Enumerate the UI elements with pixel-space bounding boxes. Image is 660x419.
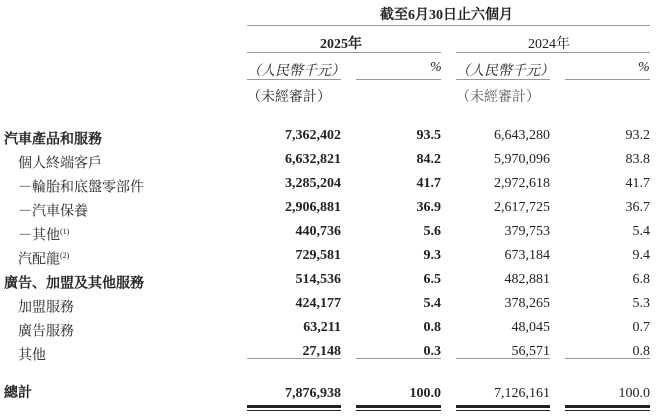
- row-label-text: －其他: [18, 228, 60, 244]
- pct-2025: %: [430, 60, 442, 75]
- pct-2024: 36.7: [625, 200, 650, 215]
- unaudited-2025: （未經審計）: [247, 90, 331, 105]
- value-2024: 6,643,280: [494, 128, 550, 143]
- table-row: [0, 292, 660, 316]
- row-label: [18, 340, 46, 369]
- row-label-text: 汽配龍: [18, 252, 60, 268]
- pct-2025: 5.4: [423, 296, 441, 311]
- row-label-text: 廣告服務: [18, 324, 74, 340]
- divider: [456, 52, 650, 53]
- double-underline: [456, 405, 550, 411]
- total-2025: 7,876,938: [285, 386, 341, 401]
- table-row: [0, 340, 660, 364]
- double-underline: [247, 405, 341, 411]
- table-row: [0, 244, 660, 268]
- period-header: 截至6月30日止六個月: [380, 8, 513, 23]
- pct-2024: 41.7: [625, 176, 650, 191]
- pct-2024: 9.4: [632, 248, 650, 263]
- row-label-text: 其他: [18, 348, 46, 364]
- row-label-text: －輪胎和底盤零部件: [18, 180, 144, 196]
- divider: [247, 358, 341, 359]
- divider: [565, 358, 650, 359]
- value-2025: 7,362,402: [285, 128, 341, 143]
- pct-2025: 0.3: [423, 344, 441, 359]
- value-2025: 729,581: [295, 248, 341, 263]
- unaudited-2024: （未經審計）: [456, 90, 540, 105]
- value-2025: 424,177: [295, 296, 341, 311]
- divider: [456, 79, 550, 80]
- pct-2024: 0.7: [632, 320, 650, 335]
- pct-2024: 5.4: [632, 224, 650, 239]
- value-2024: 482,881: [504, 272, 550, 287]
- divider: [356, 358, 441, 359]
- row-label-text: －汽車保養: [18, 204, 88, 220]
- pct-2025: 6.5: [423, 272, 441, 287]
- table-row: [0, 196, 660, 220]
- row-label-text: 個人終端客戶: [18, 156, 102, 172]
- total-pct-2024: 100.0: [618, 386, 650, 401]
- value-2024: 2,972,618: [494, 176, 550, 191]
- value-2024: 56,571: [511, 344, 550, 359]
- table-row: [0, 148, 660, 172]
- row-label-text: 廣告、加盟及其他服務: [4, 276, 144, 292]
- revenue-table: [0, 124, 660, 364]
- pct-2025: 0.8: [423, 320, 441, 335]
- pct-2025: 36.9: [416, 200, 441, 215]
- double-underline: [356, 405, 441, 411]
- pct-2025: 41.7: [416, 176, 441, 191]
- pct-2024: 6.8: [632, 272, 650, 287]
- value-2024: 5,970,096: [494, 152, 550, 167]
- value-2025: 27,148: [302, 344, 341, 359]
- pct-2024: 93.2: [625, 128, 650, 143]
- year-2024-header: 2024年: [528, 37, 570, 52]
- table-row: [0, 316, 660, 340]
- divider: [247, 79, 341, 80]
- table-row: [0, 220, 660, 244]
- pct-2024: 0.8: [632, 344, 650, 359]
- value-2025: 2,906,881: [285, 200, 341, 215]
- footnote-ref: (2): [60, 251, 70, 260]
- value-2025: 514,536: [295, 272, 341, 287]
- pct-2025: 9.3: [423, 248, 441, 263]
- total-pct-2025: 100.0: [409, 386, 441, 401]
- pct-2025: 84.2: [416, 152, 441, 167]
- total-label: 總計: [4, 386, 32, 401]
- value-2025: 63,211: [303, 320, 341, 335]
- divider: [247, 52, 441, 53]
- value-2025: 6,632,821: [285, 152, 341, 167]
- pct-2025: 5.6: [423, 224, 441, 239]
- pct-2024: %: [638, 60, 650, 75]
- value-2024: 2,617,725: [494, 200, 550, 215]
- total-row: [0, 382, 660, 406]
- divider: [565, 79, 650, 80]
- divider: [456, 358, 550, 359]
- total-2024: 7,126,161: [494, 386, 550, 401]
- double-underline: [565, 405, 650, 411]
- footnote-ref: (1): [60, 227, 70, 236]
- unit-2025: （人民幣千元）: [247, 64, 345, 79]
- table-row: [0, 268, 660, 292]
- pct-2025: 93.5: [416, 128, 441, 143]
- pct-2024: 83.8: [625, 152, 650, 167]
- value-2024: 378,265: [504, 296, 550, 311]
- value-2024: 673,184: [504, 248, 550, 263]
- unit-2024: （人民幣千元）: [456, 64, 554, 79]
- value-2025: 440,736: [295, 224, 341, 239]
- value-2025: 3,285,204: [285, 176, 341, 191]
- pct-2024: 5.3: [632, 296, 650, 311]
- table-row: [0, 124, 660, 148]
- divider: [247, 25, 650, 26]
- value-2024: 48,045: [511, 320, 550, 335]
- value-2024: 379,753: [504, 224, 550, 239]
- divider: [356, 79, 441, 80]
- year-2025-header: 2025年: [320, 37, 362, 52]
- table-row: [0, 172, 660, 196]
- row-label-text: 加盟服務: [18, 300, 74, 316]
- row-label-text: 汽車產品和服務: [4, 132, 102, 148]
